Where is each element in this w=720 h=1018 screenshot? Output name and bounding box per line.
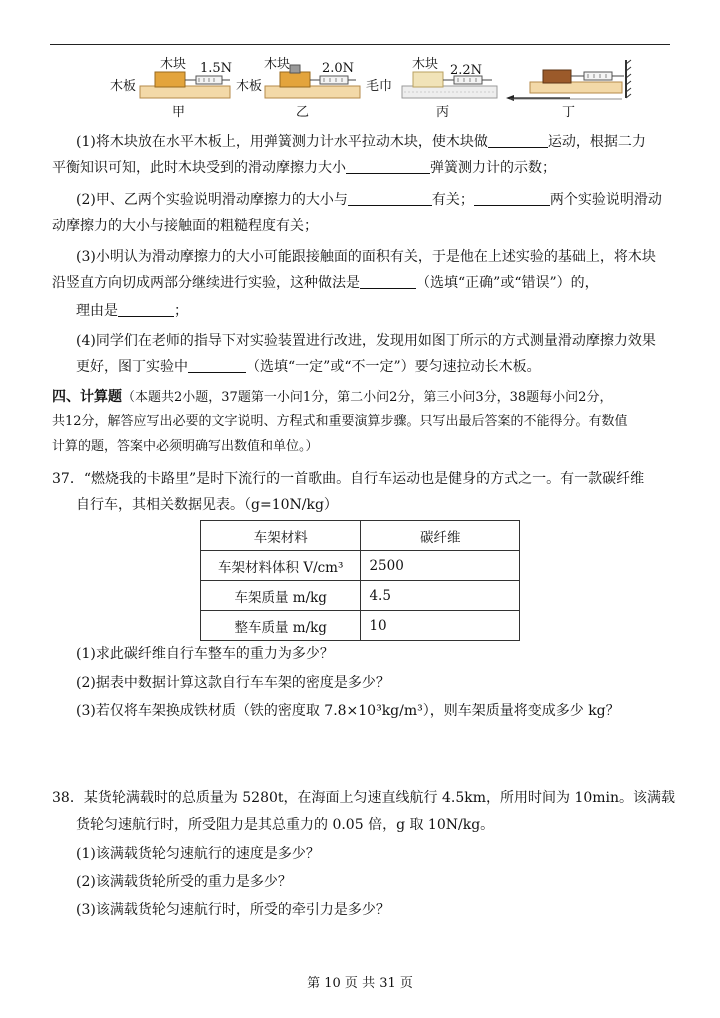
table-cell-value: 10	[361, 611, 520, 641]
table-row	[201, 581, 520, 611]
q38-sub1-text: (1)该满载货轮匀速航行的速度是多少？	[76, 846, 320, 862]
q38-sub3-text: (3)该满载货轮匀速航行时，所受的牵引力是多少？	[76, 902, 390, 918]
q36-p3-text-a: (3)小明认为滑动摩擦力的大小可能跟接触面的面积有关，于是他在上述实验的基础上，将木块	[76, 249, 656, 265]
label-block-a: 木块	[160, 57, 187, 72]
caption-d: 丁	[562, 105, 576, 120]
section4-desc-line3: 计算的题，答案中必须明确写出数值和单位。）	[52, 439, 319, 454]
label-block-b: 木块	[264, 57, 291, 72]
q36-p4-text-c: （选填“一定”或“不一定”）要匀速拉动长木板。	[246, 359, 541, 375]
q36-blank-4[interactable]	[474, 191, 550, 206]
q36-p2-text-a: (2)甲、乙两个实验说明滑动摩擦力的大小与	[76, 192, 348, 208]
q37-sub1	[76, 644, 334, 664]
table-header-cell: 车架材料	[201, 521, 361, 551]
label-board-a: 木板	[110, 79, 137, 94]
q36-part3-line2	[52, 273, 599, 293]
section4-desc-line2-wrap	[52, 412, 628, 432]
q36-p3-text-c: （选填“正确”或“错误”）的，	[416, 275, 599, 291]
q36-p4-text-a: (4)同学们在老师的指导下对实验装置进行改进，发现用如图丁所示的方式测量滑动摩擦力效果	[76, 333, 656, 349]
table-cell-value: 2500	[361, 551, 520, 581]
q37-sub2-text: (2)据表中数据计算这款自行车车架的密度是多少？	[76, 675, 390, 691]
q37-sub2	[76, 673, 390, 693]
q36-blank-6[interactable]	[118, 302, 174, 317]
label-board-b: 木板	[236, 79, 263, 94]
q38-stem-text-2: 货轮匀速航行时，所受阻力是其总重力的 0.05 倍，g 取 10N/kg。	[76, 817, 495, 833]
q36-part1-line2	[52, 158, 556, 178]
section4-heading	[52, 387, 612, 408]
q38-sub2-text: (2)该满载货轮所受的重力是多少？	[76, 874, 292, 890]
q38-sub1	[76, 844, 320, 864]
q36-blank-2[interactable]	[346, 159, 430, 174]
q38-stem-line1	[52, 788, 675, 808]
q37-stem-text-2: 自行车，其相关数据见表。（g=10N/kg）	[76, 497, 338, 513]
label-force-c: 2.2N	[450, 63, 483, 78]
q38-sub2	[76, 872, 292, 892]
table-cell-label: 车架质量 m/kg	[201, 581, 361, 611]
q36-p4-text-b: 更好，图丁实验中	[76, 359, 188, 375]
q36-p1-text-d: 弹簧测力计的示数；	[430, 160, 556, 176]
q36-blank-7[interactable]	[188, 358, 246, 373]
q36-p2-text-b: 有关；	[431, 192, 474, 208]
q36-part4-line1	[76, 331, 656, 351]
q38-stem-line2	[76, 815, 494, 835]
q36-blank-5[interactable]	[360, 274, 416, 289]
table-row	[201, 611, 520, 641]
caption-c: 丙	[436, 105, 450, 120]
label-force-a: 1.5N	[200, 61, 233, 76]
q36-part1-line1	[76, 132, 646, 152]
bike-data-table	[200, 520, 520, 641]
q37-sub3-text: (3)若仅将车架换成铁材质（铁的密度取 7.8×10³kg/m³），则车架质量将变成多少 kg？	[76, 703, 620, 719]
label-block-c: 木块	[412, 57, 439, 72]
setup-d	[506, 60, 631, 101]
q36-part3-line3	[76, 301, 188, 321]
caption-a: 甲	[172, 105, 186, 120]
q36-p3-text-e: ；	[174, 303, 188, 319]
section4-desc-line3-wrap	[52, 437, 319, 457]
q36-p1-text-c: 平衡知识可知，此时木块受到的滑动摩擦力大小	[52, 160, 346, 176]
q38-stem-text-1: 38．某货轮满载时的总质量为 5280t，在海面上匀速直线航行 4.5km，所用时间为 10min。该满载	[52, 790, 676, 806]
q36-p3-text-b: 沿竖直方向切成两部分继续进行实验，这种做法是	[52, 275, 360, 291]
q37-stem-text-1: 37．“燃烧我的卡路里”是时下流行的一首歌曲。自行车运动也是健身的方式之一。有一款碳纤维	[52, 471, 645, 487]
section4-desc-line1: （本题共2小题，37题第一小问1分，第二小问2分，第三小问3分，38题每小问2分，	[122, 390, 613, 405]
q36-part2-line2	[52, 216, 318, 236]
experiment-figure	[100, 58, 640, 128]
section4-desc-line2: 共12分，解答应写出必要的文字说明、方程式和重要演算步骤。只写出最后答案的不能得分。有数值	[52, 414, 628, 429]
section4-title: 四、计算题	[52, 389, 122, 405]
label-force-b: 2.0N	[322, 61, 355, 76]
q37-sub1-text: (1)求此碳纤维自行车整车的重力为多少？	[76, 646, 334, 662]
table-header-cell: 碳纤维	[361, 521, 520, 551]
table-cell-value: 4.5	[361, 581, 520, 611]
q37-sub3	[76, 701, 620, 721]
q38-sub3	[76, 900, 390, 920]
q36-p2-text-c: 两个实验说明滑动	[549, 192, 662, 208]
caption-b: 乙	[296, 105, 310, 120]
q36-part3-line1	[76, 247, 656, 267]
q36-blank-3[interactable]	[348, 191, 432, 206]
table-cell-label: 整车质量 m/kg	[201, 611, 361, 641]
q36-p1-text-b: 运动，根据二力	[547, 134, 646, 150]
table-header-row	[201, 521, 520, 551]
q36-p3-text-d: 理由是	[76, 303, 118, 319]
label-towel-c: 毛巾	[366, 79, 393, 94]
q37-stem-line2	[76, 495, 338, 515]
q37-stem-line1	[52, 469, 644, 489]
table-row	[201, 551, 520, 581]
page-footer: 第 10 页 共 31 页	[307, 976, 413, 991]
q36-p1-text-a: (1)将木块放在水平木板上，用弹簧测力计水平拉动木块，使木块做	[76, 134, 488, 150]
q36-blank-1[interactable]	[488, 133, 548, 148]
q36-part2-line1	[76, 190, 662, 210]
header-rule	[50, 44, 670, 45]
q36-p2-text-d: 动摩擦力的大小与接触面的粗糙程度有关；	[52, 218, 318, 234]
table-cell-label: 车架材料体积 V/cm³	[201, 551, 361, 581]
q36-part4-line2	[76, 357, 541, 377]
